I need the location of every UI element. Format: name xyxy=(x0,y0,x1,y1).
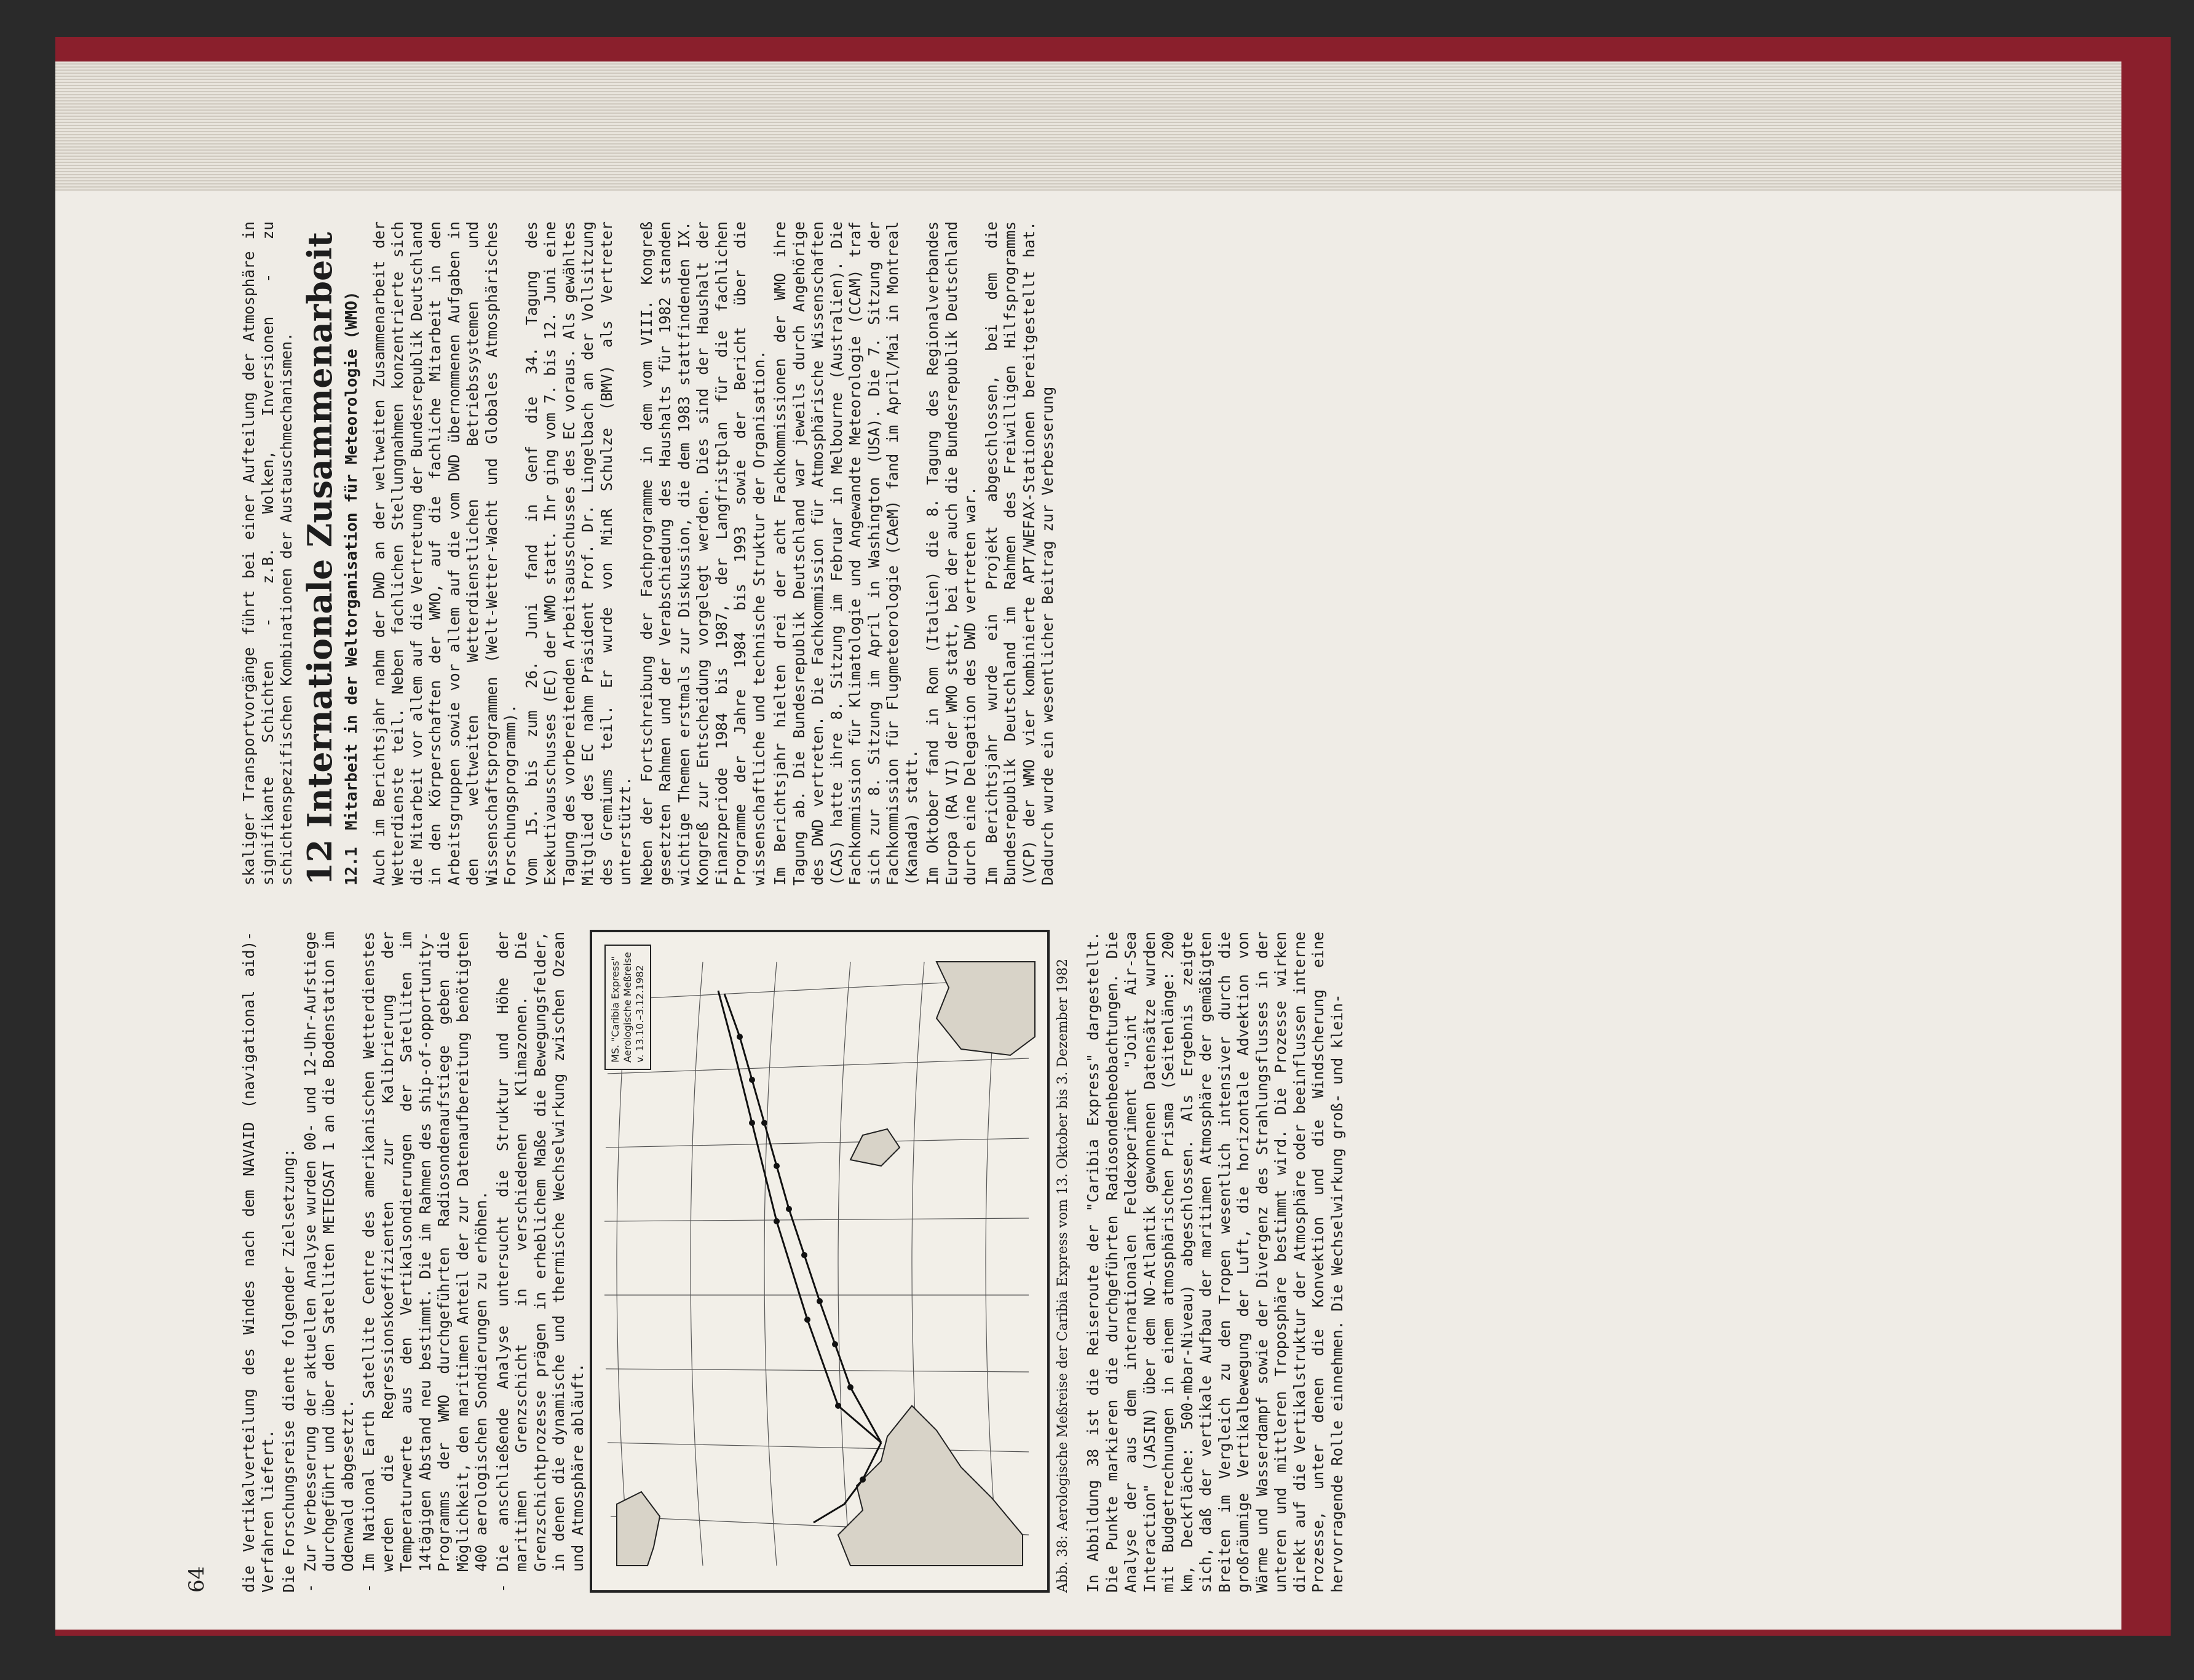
page-edges xyxy=(55,61,2121,197)
legend-line: Aerologische Meßreise xyxy=(622,952,633,1063)
list-item: - Die anschließende Analyse untersucht die Struktur und Höhe der maritimen Grenzschicht in verschiedenen Klimazonen. Die Grenzschichtprozesse prägen in erheblichem Maße die Bewegungsfelder, in denen die dynamische und thermische Wechselwirkung zwischen Ozean und Atmosphäre abläuft. xyxy=(494,932,588,1593)
right-column xyxy=(240,212,1060,886)
route-map-figure xyxy=(590,930,1050,1593)
figure-caption: Abb. 38: Aerologische Meßreise der Caribia Express vom 13. Oktober bis 3. Dezember 1982 xyxy=(1055,958,1071,1593)
sounding-points xyxy=(737,1034,866,1483)
legend-line: MS. "Caribia Express" xyxy=(609,956,621,1063)
paragraph: die Vertikalverteilung des Windes nach dem NAVAID (navigational aid)-Verfahren liefert. xyxy=(240,932,277,1593)
rotated-page-content xyxy=(55,191,2121,1630)
book-page xyxy=(55,191,2121,1630)
list-item: - Zur Verbesserung der aktuellen Analyse wurden 00- und 12-Uhr-Aufstiege durchgeführt und über den Satelliten METEOSAT 1 an die Bodenstation im Odenwald abgesetzt. xyxy=(301,932,358,1593)
paragraph: Die Forschungsreise diente folgender Zielsetzung: xyxy=(280,1148,298,1593)
section-number: 12.1 xyxy=(342,847,361,886)
cruise-route xyxy=(718,991,881,1523)
paragraph: skaliger Transportvorgänge führt bei einer Aufteilung der Atmosphäre in signifikante Schichten - z.B. Wolken, Inversionen - zu schichtenspezifischen Kombinationen der Austauschmechanismen. xyxy=(240,212,295,886)
chapter-number: 12 xyxy=(299,839,339,886)
chapter-title: Internationale Zusammenarbeit xyxy=(299,232,339,828)
section-title: Mitarbeit in der Weltorganisation für Meteorologie (WMO) xyxy=(342,291,361,830)
chapter-heading xyxy=(300,221,339,886)
left-column xyxy=(240,922,1349,1593)
map-legend xyxy=(604,945,651,1070)
page-number: 64 xyxy=(184,1566,209,1593)
paragraph: Auch im Berichtsjahr nahm der DWD an der weltweiten Zusammenarbeit der Wetterdienste teil. Neben fachlichen Stellungnahmen konzentrierte sich die Mitarbeit vor allem auf die Vertretung der Bundesrepublik Deutschland in den Körperschaften der WMO, auf die fachliche Mitarbeit in den Arbeitsgruppen sowie vor allem auf die vom DWD übernommenen Aufgaben in den weltweiten Wetterdienstlichen Betriebssystemen und Wissenschaftsprogrammen (Welt-Wetter-Wacht und Globales Atmosphärisches Forschungsprogramm). xyxy=(370,212,519,886)
section-heading xyxy=(342,221,362,886)
paragraph: Im Berichtsjahr hielten drei der acht Fachkommissionen der WMO ihre Tagung ab. Die Bundesrepublik Deutschland war jeweils durch Angehörige des DWD vertreten. Die Fachkommission für Atmosphärische Wissenschaften (CAS) hatte ihre 8. Sitzung im Februar in Melbourne (Australien). Die Fachkommission für Klimatologie und Angewandte Meteorologie (CCAM) traf sich zur 8. Sitzung im April in Washington (USA). Die 7. Sitzung der Fachkommission für Flugmeteorologie (CAeM) fand im April/Mai in Montreal (Kanada) statt. xyxy=(771,212,921,886)
paragraph: In Abbildung 38 ist die Reiseroute der "Caribia Express" dargestellt. Die Punkte markieren die durchgeführten Radiosondenbeobachtungen. Die Analyse der aus dem internationalen Feldexperiment "Joint Air-Sea Interaction" (JASIN) über dem NO-Atlantik gewonnenen Datensätze wurden mit Budgetrechnungen in einem atmosphärischen Prisma (Seitenlänge: 200 km, Deckfläche: 500-mbar-Niveau) abgeschlossen. Als Ergebnis zeigte sich, daß der vertikale Aufbau der maritimen Atmosphäre der gemäßigten Breiten im Vergleich zu den Tropen wesentlich intensiver durch die großräumige Vertikalbewegung der Luft, die horizontale Advektion von Wärme und Wasserdampf sowie der Divergenz des Strahlungsflusses in der unteren und mittleren Troposphäre bestimmt wird. Die Prozesse wirken direkt auf die Vertikalstruktur der Atmosphäre oder beeinflussen interne Prozesse, unter denen die Konvektion und die Windscherung eine hervorragende Rolle einnehmen. Die Wechselwirkung groß- und klein- xyxy=(1084,922,1346,1593)
paragraph: Neben der Fortschreibung der Fachprogramme in dem vom VIII. Kongreß gesetzten Rahmen und der Verabschiedung des Haushalts für 1982 standen wichtige Themen erstmals zur Diskussion, die dem 1983 stattfindenden IX. Kongreß zur Entscheidung vorgelegt werden. Dies sind der Haushalt der Finanzperiode 1984 bis 1987, der Langfristplan für die fachlichen Programme der Jahre 1984 bis 1993 sowie der Bericht über die wissenschaftliche und technische Struktur der Organisation. xyxy=(637,212,768,886)
legend-line: v. 13.10.–3.12.1982 xyxy=(634,965,646,1063)
paragraph: Im Oktober fand in Rom (Italien) die 8. Tagung des Regionalverbandes Europa (RA VI) der WMO statt, bei der auch die Bundesrepublik Deutschland durch eine Delegation des DWD vertreten war. xyxy=(924,212,979,886)
paragraph: Im Berichtsjahr wurde ein Projekt abgeschlossen, bei dem die Bundesrepublik Deutschland im Rahmen des Freiwilligen Hilfsprogramms (VCP) der WMO vier kombinierte APT/WEFAX-Stationen bereitgestellt hat. Dadurch wurde ein wesentlicher Beitrag zur Verbesserung xyxy=(982,212,1056,886)
text-columns xyxy=(240,212,2121,1593)
list-item: - Im National Earth Satellite Centre des amerikanischen Wetterdienstes werden die Regressionskoeffizienten zur Kalibrierung der Temperaturwerte aus den Vertikalsondierungen der Satelliten im 14tägigen Abstand neu bestimmt. Die im Rahmen des ship-of-opportunity-Programms der WMO durchgeführten Radiosondenaufstiege geben die Möglichkeit, den maritimen Anteil der zur Datenaufbereitung benötigten 400 aerologischen Sondierungen zu erhöhen. xyxy=(360,932,491,1593)
coastlines xyxy=(617,962,1035,1566)
route-map xyxy=(592,937,1042,1590)
paragraph: Vom 15. bis zum 26. Juni fand in Genf die 34. Tagung des Exekutivausschusses (EC) der WMO statt. Ihr ging vom 7. bis 12. Juni eine Tagung des vorbereitenden Arbeitsausschusses des EC voraus. Als gewähltes Mitglied des EC nahm Präsident Prof. Dr. Lingelbach an der Vollsitzung des Gremiums teil. Er wurde von MinR Schulze (BMV) als Vertreter unterstützt. xyxy=(522,212,634,886)
